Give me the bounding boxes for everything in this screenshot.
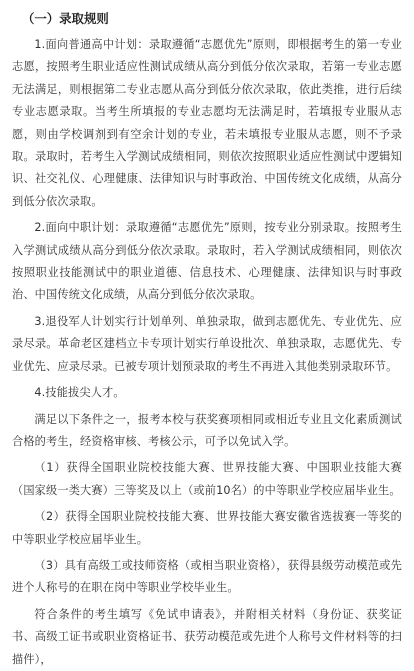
paragraph-skill-talent-title: 4.技能拔尖人才。 xyxy=(34,386,125,400)
paragraph-veterans-plan: 3.退役军人计划实行计划单列、单独录取，做到志愿优先、专业优先、应录尽录。革命老区建档立卡专项计划实行单设批次、单独录取，志愿优先、专业优先、应录尽录。已被专项计划预录取的考生不再进入其他类别录取环节。 xyxy=(12,314,402,373)
section-heading: （一）录取规则 xyxy=(22,11,109,26)
paragraph-condition-2: （2）获得全国职业院校技能大赛、世界技能大赛安徽省选拔赛一等奖的中等职业学校应届毕业生。 xyxy=(12,510,402,546)
paragraph-condition-1: （1）获得全国职业院校技能大赛、世界技能大赛、中国职业技能大赛（国家级一类大赛）三等奖及以上（或前10名）的中等职业学校应届毕业生。 xyxy=(12,461,402,497)
paragraph-exemption-conditions: 满足以下条件之一，报考本校与获奖赛项相同或相近专业且文化素质测试合格的考生，经资格审核、考核公示，可予以免试入学。 xyxy=(12,412,402,448)
paragraph-application-materials: 符合条件的考生填写《免试申请表》，并附相关材料（身份证、获奖证书、高级工证书或职业资格证书、获劳动模范或先进个人称号文件材料等的扫描件）， xyxy=(12,607,402,666)
paragraph-condition-3: （3）具有高级工或技师资格（或相当职业资格），获得县级劳动模范或先进个人称号的在职在岗中等职业学校毕业生。 xyxy=(12,558,402,595)
paragraph-vocational-plan: 2.面向中职计划：录取遵循“志愿优先”原则，按专业分别录取。按照考生入学测试成绩从高分到低分依次录取。录取时，若入学测试成绩相同，则依次按照职业技能测试中的职业道德、信息技术、心理健康、法律知识与时事政治、中国传统文化成绩，从高分到低分依次录取。 xyxy=(12,221,402,302)
paragraph-general-high-school-plan: 1.面向普通高中计划：录取遵循“志愿优先”原则，即根据考生的第一专业志愿，按照考生职业适应性测试成绩从高分到低分依次录取，若第一专业志愿无法满足，则根据第二专业志愿从高分到低分依次录取，依此类推，进行后续专业志愿录取。当考生所填报的专业志愿均无法满足时，若填报专业服从志愿，则由学校调剂到有空余计划的专业，若未填报专业服从志愿，则不予录取。录取时，若考生入学测试成绩相同，则依次按照职业适应性测试中逻辑知识、社交礼仪、心理健康、法律知识与时事政治、中国传统文化成绩，从高分到低分依次录取。 xyxy=(12,38,402,208)
